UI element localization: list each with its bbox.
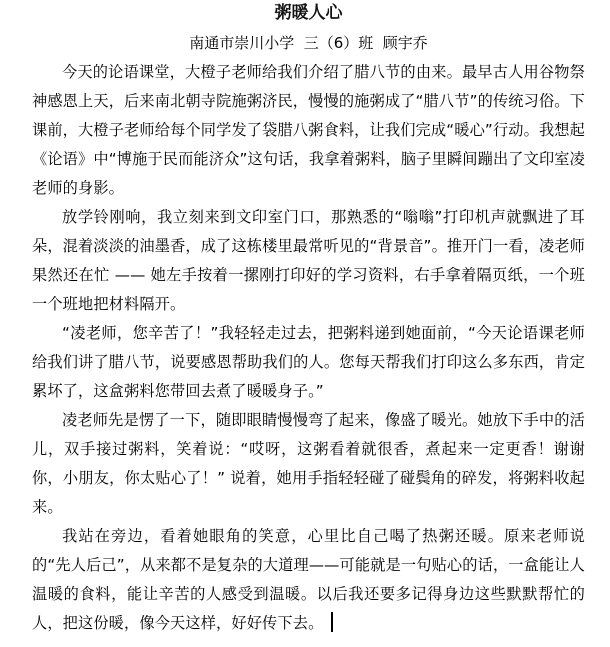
paragraph-4: 凌老师先是愣了一下，随即眼睛慢慢弯了起来，像盛了暖光。她放下手中的活儿，双手接过粥料，笑着说：“哎呀，这粥看着就很香，煮起来一定更香！谢谢你，小朋友，你太贴心了！” 说着，她用手指轻轻碰了碰鬓角的碎发，将粥料收起来。	[32, 411, 585, 516]
paragraph-5-text: 我站在旁边，看着她眼角的笑意，心里比自己喝了热粥还暖。原来老师说的“先人后己”，从来都不是复杂的大道理——可能就是一句贴心的话，一盒能让人温暖的食料，能让辛苦的人感受到温暖。以后我还要多记得身边这些默默帮忙的人，把这份暖，像今天这样，好好传下去。	[32, 527, 585, 632]
paragraph-2: 放学铃刚响，我立刻来到文印室门口，那熟悉的“嗡嗡”打印机声就飘进了耳朵，混着淡淡的油墨香，成了这栋楼里最常听见的“背景音”。推开门一看，凌老师果然还在忙 —— 她左手按着一摞刚打印好的学习资料，右手拿着隔页纸，一个班一个班地把材料隔开。	[32, 208, 585, 313]
paragraph-1: 今天的论语课堂，大橙子老师给我们介绍了腊八节的由来。最早古人用谷物祭神感恩上天，后来南北朝寺院施粥济民，慢慢的施粥成了“腊八节”的传统习俗。下课前，大橙子老师给每个同学发了袋腊八粥食料，让我们完成“暖心”行动。我想起《论语》中“博施于民而能济众”这句话，我拿着粥料，脑子里瞬间蹦出了文印室凌老师的身影。	[32, 63, 585, 197]
author-byline: 南通市崇川小学 三（6）班 顾宇乔	[189, 34, 428, 52]
document-title: 粥暖人心	[274, 3, 343, 23]
paragraph-5	[32, 522, 585, 638]
document-body[interactable]	[32, 58, 585, 638]
text-cursor	[331, 612, 333, 632]
paragraph-3: “凌老师，您辛苦了！”我轻轻走过去，把粥料递到她面前，“今天论语课老师给我们讲了腊八节，说要感恩帮助我们的人。您每天帮我们打印这么多东西，肯定累坏了，这盒粥料您带回去煮了暖暖身子。”	[32, 324, 585, 400]
